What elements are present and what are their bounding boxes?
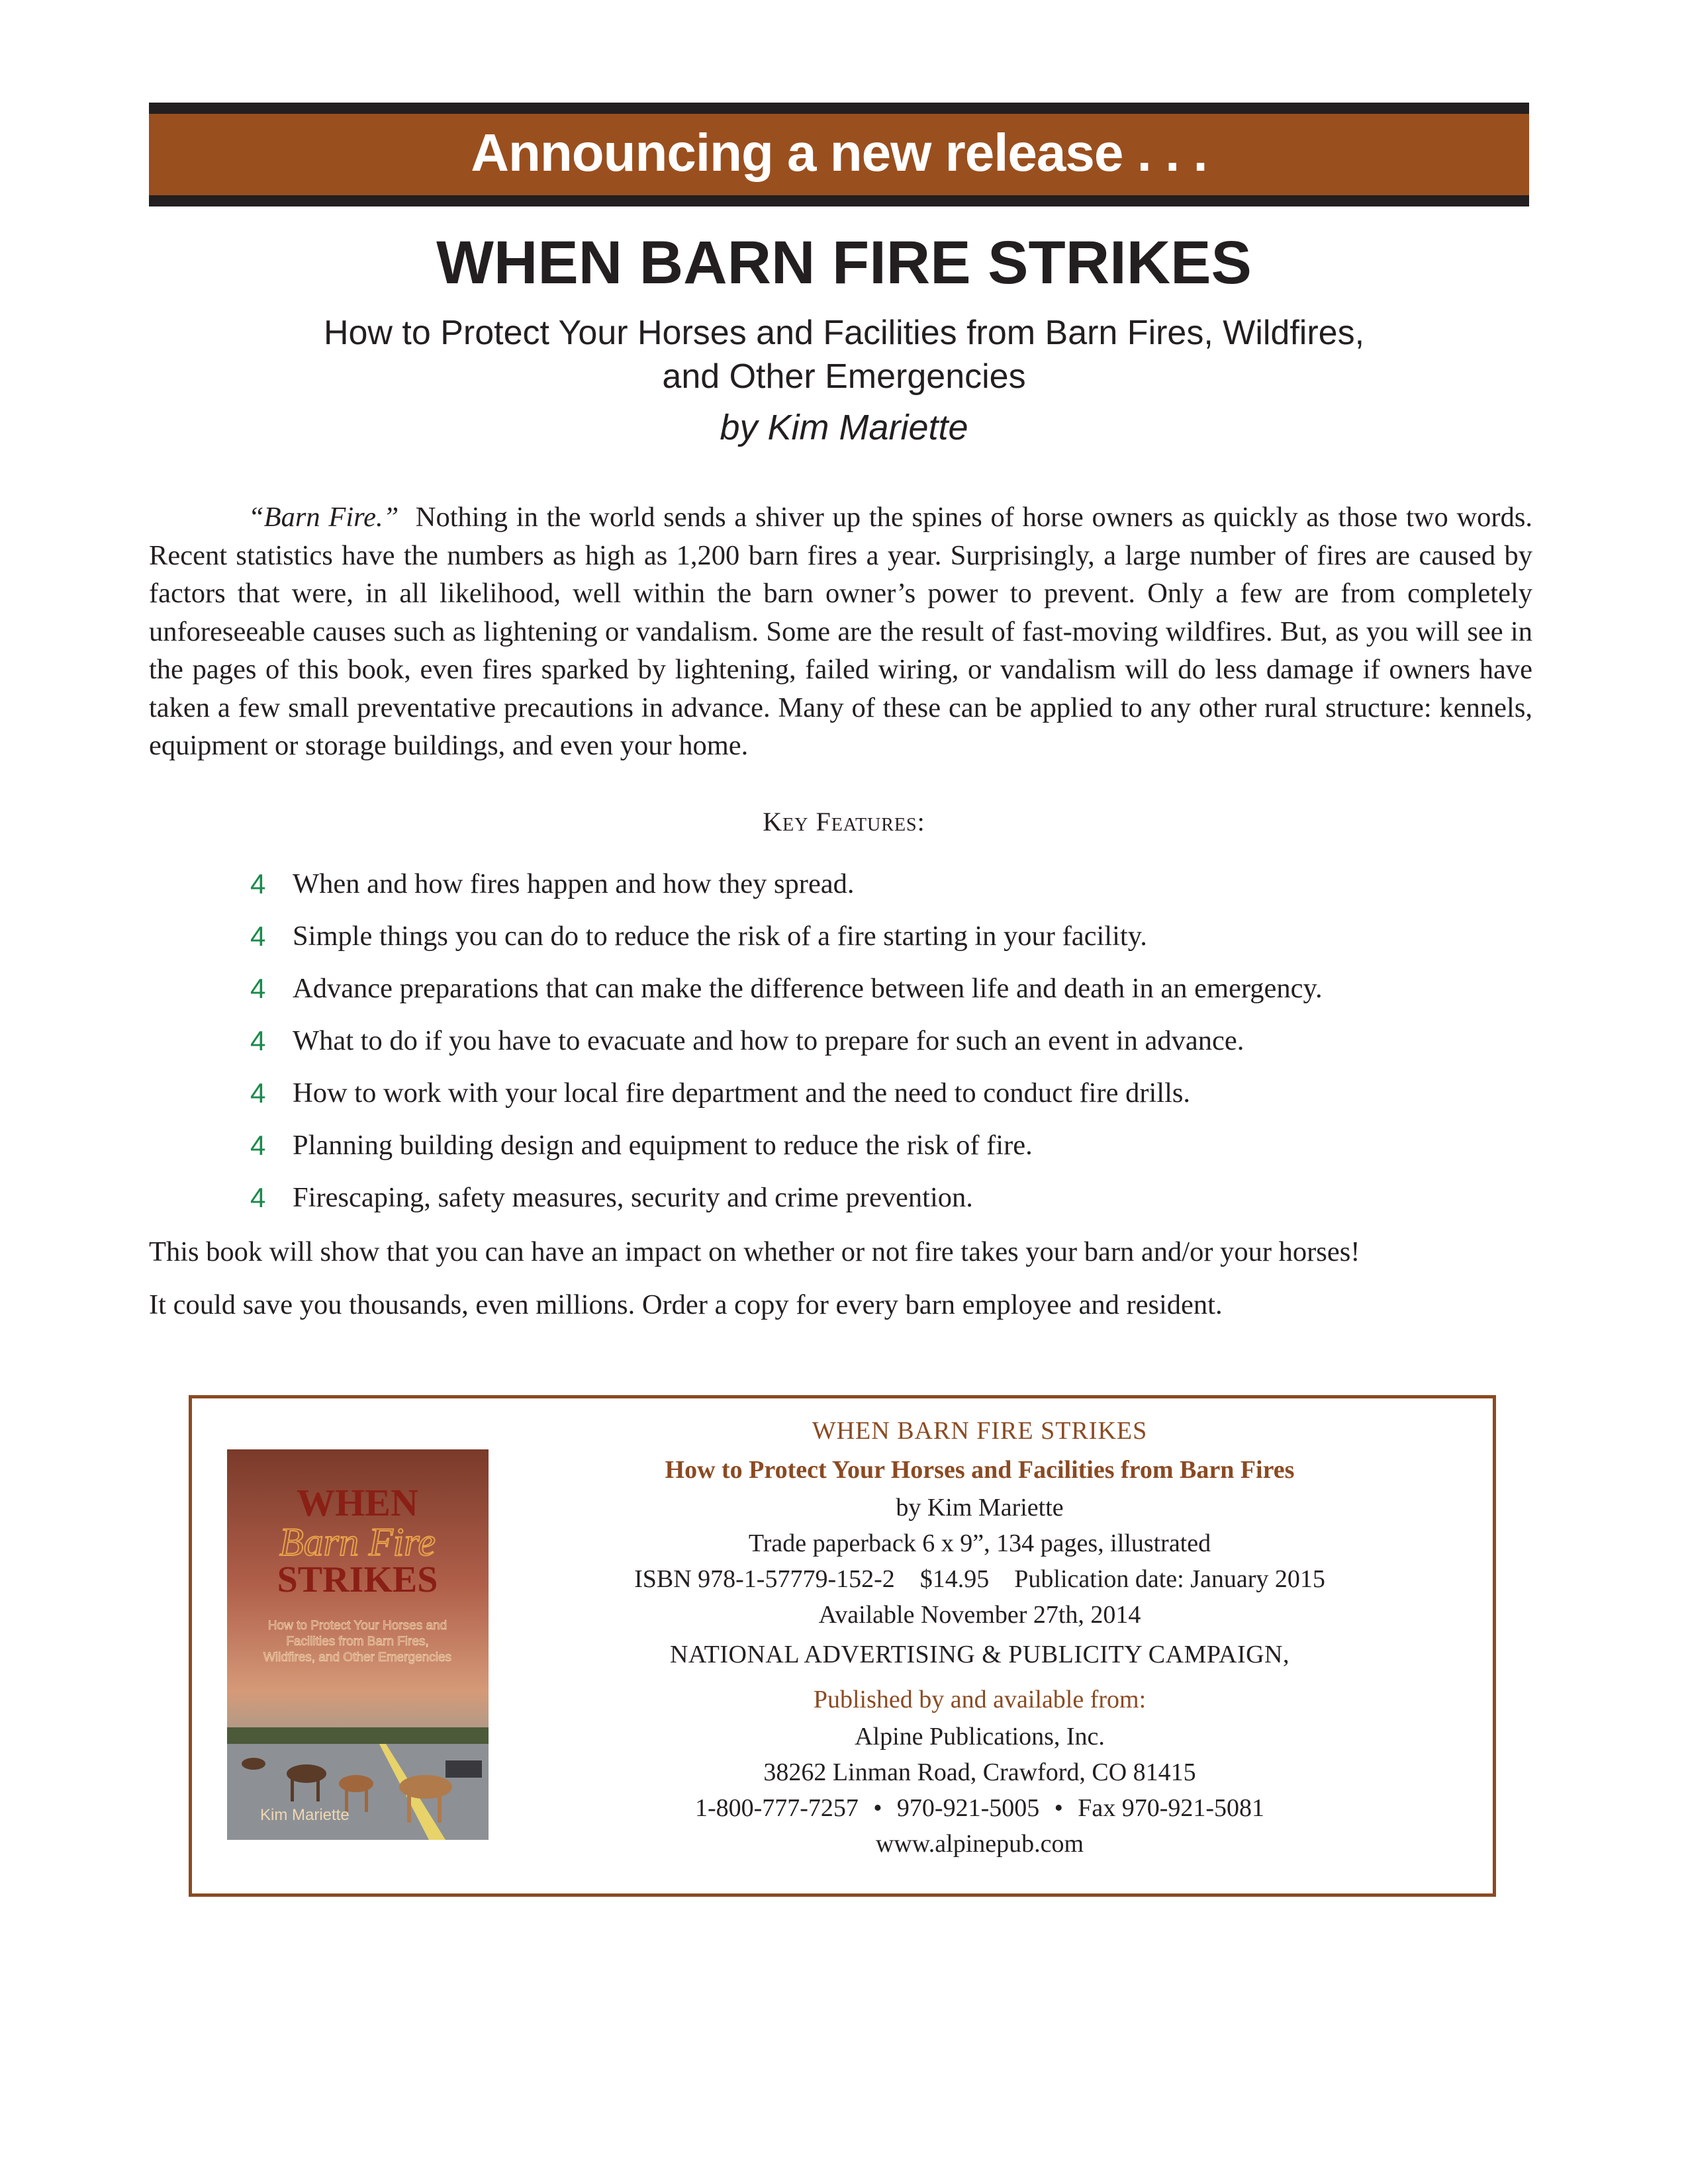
feature-text: Planning building design and equipment to reduce the risk of fire. <box>293 1130 1033 1161</box>
promo-title: WHEN BARN FIRE STRIKES <box>812 1417 1148 1445</box>
phone-local: 970-921-5005 <box>896 1794 1040 1822</box>
promo-subtitle: How to Protect Your Horses and Facilities from Barn Fires <box>665 1456 1295 1484</box>
publisher-address: 38262 Linman Road, Crawford, CO 81415 <box>763 1758 1196 1786</box>
feature-item <box>250 921 1508 973</box>
key-features-heading: Key Features: <box>763 807 925 837</box>
publisher-name: Alpine Publications, Inc. <box>855 1723 1105 1751</box>
feature-text: What to do if you have to evacuate and how to prepare for such an event in advance. <box>293 1025 1244 1056</box>
publisher-contact <box>569 1790 1390 1826</box>
promo-price: $14.95 <box>919 1565 990 1593</box>
banner-text: Announcing a new release . . . <box>471 122 1207 182</box>
separator-dot: • <box>1054 1794 1063 1822</box>
fax-number: Fax 970-921-5081 <box>1078 1794 1265 1822</box>
promo-isbn-line <box>569 1561 1390 1597</box>
check-icon: 4 <box>250 1182 266 1213</box>
cover-car <box>445 1760 482 1778</box>
cover-illustration <box>227 1449 489 1840</box>
order-info-text <box>569 1412 1390 1862</box>
closing-line-1: This book will show that you can have an impact on whether or not fire takes your barn and/or your horses! <box>149 1236 1360 1267</box>
promo-format: Trade paperback 6 x 9”, 134 pages, illustrated <box>748 1529 1211 1557</box>
feature-item <box>250 1182 1508 1234</box>
check-icon: 4 <box>250 1130 266 1161</box>
cover-tagline-1: How to Protect Your Horses and <box>267 1619 447 1633</box>
publisher-heading: Published by and available from: <box>813 1686 1147 1713</box>
check-icon: 4 <box>250 1025 266 1056</box>
separator-dot: • <box>873 1794 882 1822</box>
cover-author: Kim Mariette <box>260 1806 350 1824</box>
phone-tollfree: 1-800-777-7257 <box>694 1794 859 1822</box>
feature-text: Firescaping, safety measures, security and crime prevention. <box>293 1182 973 1213</box>
intro-body: Nothing in the world sends a shiver up the spines of horse owners as quickly as those two words. Recent statistics have the numbers as high as 1,200 barn fires a year. Surprisingly, a large number of fires are caused by factors that were, in all likelihood, well within the barn owner’s power to prevent. Only a few are from completely unforeseeable causes such as lightening or vandalism. Some are the result of fast-moving wildfires. But, as you will see in the pages of this book, even fires sparked by lightening, failed wiring, or vandalism will do less damage if owners have taken a few small preventative precautions in advance. Many of these can be applied to any other rural structure: kennels, equipment or storage buildings, and even your home. <box>149 502 1532 761</box>
promo-available: Available November 27th, 2014 <box>818 1601 1141 1629</box>
key-features-list <box>250 868 1508 1234</box>
cover-tagline-3: Wildfires, and Other Emergencies <box>263 1651 452 1664</box>
promo-pub-date: Publication date: January 2015 <box>1014 1565 1325 1593</box>
feature-text: Advance preparations that can make the difference between life and death in an emergency. <box>293 973 1323 1004</box>
cover-title-when: WHEN <box>297 1481 418 1524</box>
book-cover-image <box>227 1449 489 1840</box>
cover-title-strikes: STRIKES <box>277 1559 438 1600</box>
intro-paragraph <box>149 498 1532 765</box>
feature-item <box>250 1130 1508 1182</box>
publisher-website[interactable]: www.alpinepub.com <box>875 1830 1084 1858</box>
feature-text: Simple things you can do to reduce the risk of a fire starting in your facility. <box>293 921 1147 952</box>
cover-tagline-2: Facilities from Barn Fires, <box>286 1635 429 1649</box>
intro-quote: “Barn Fire.” <box>248 502 399 533</box>
book-subtitle <box>199 311 1489 398</box>
cover-trees <box>227 1727 489 1744</box>
announcement-banner <box>149 103 1529 206</box>
promo-isbn: ISBN 978-1-57779-152-2 <box>634 1565 895 1593</box>
feature-item <box>250 868 1508 921</box>
check-icon: 4 <box>250 921 266 952</box>
check-icon: 4 <box>250 868 266 899</box>
check-icon: 4 <box>250 973 266 1004</box>
promo-campaign: NATIONAL ADVERTISING & PUBLICITY CAMPAIGN, <box>669 1641 1289 1668</box>
subtitle-line-2: and Other Emergencies <box>662 357 1026 396</box>
feature-text: When and how fires happen and how they spread. <box>293 868 855 899</box>
promo-author: by Kim Mariette <box>896 1494 1064 1522</box>
closing-line-2: It could save you thousands, even millions. Order a copy for every barn employee and resident. <box>149 1289 1223 1320</box>
subtitle-line-1: How to Protect Your Horses and Facilities from Barn Fires, Wildfires, <box>323 314 1365 352</box>
feature-text: How to work with your local fire department and the need to conduct fire drills. <box>293 1077 1191 1109</box>
feature-item <box>250 1077 1508 1130</box>
book-title: WHEN BARN FIRE STRIKES <box>436 229 1252 296</box>
cover-title-barn-fire: Barn Fire <box>279 1520 436 1564</box>
book-author: by Kim Mariette <box>720 408 968 447</box>
check-icon: 4 <box>250 1077 266 1109</box>
feature-item <box>250 1025 1508 1077</box>
feature-item <box>250 973 1508 1025</box>
